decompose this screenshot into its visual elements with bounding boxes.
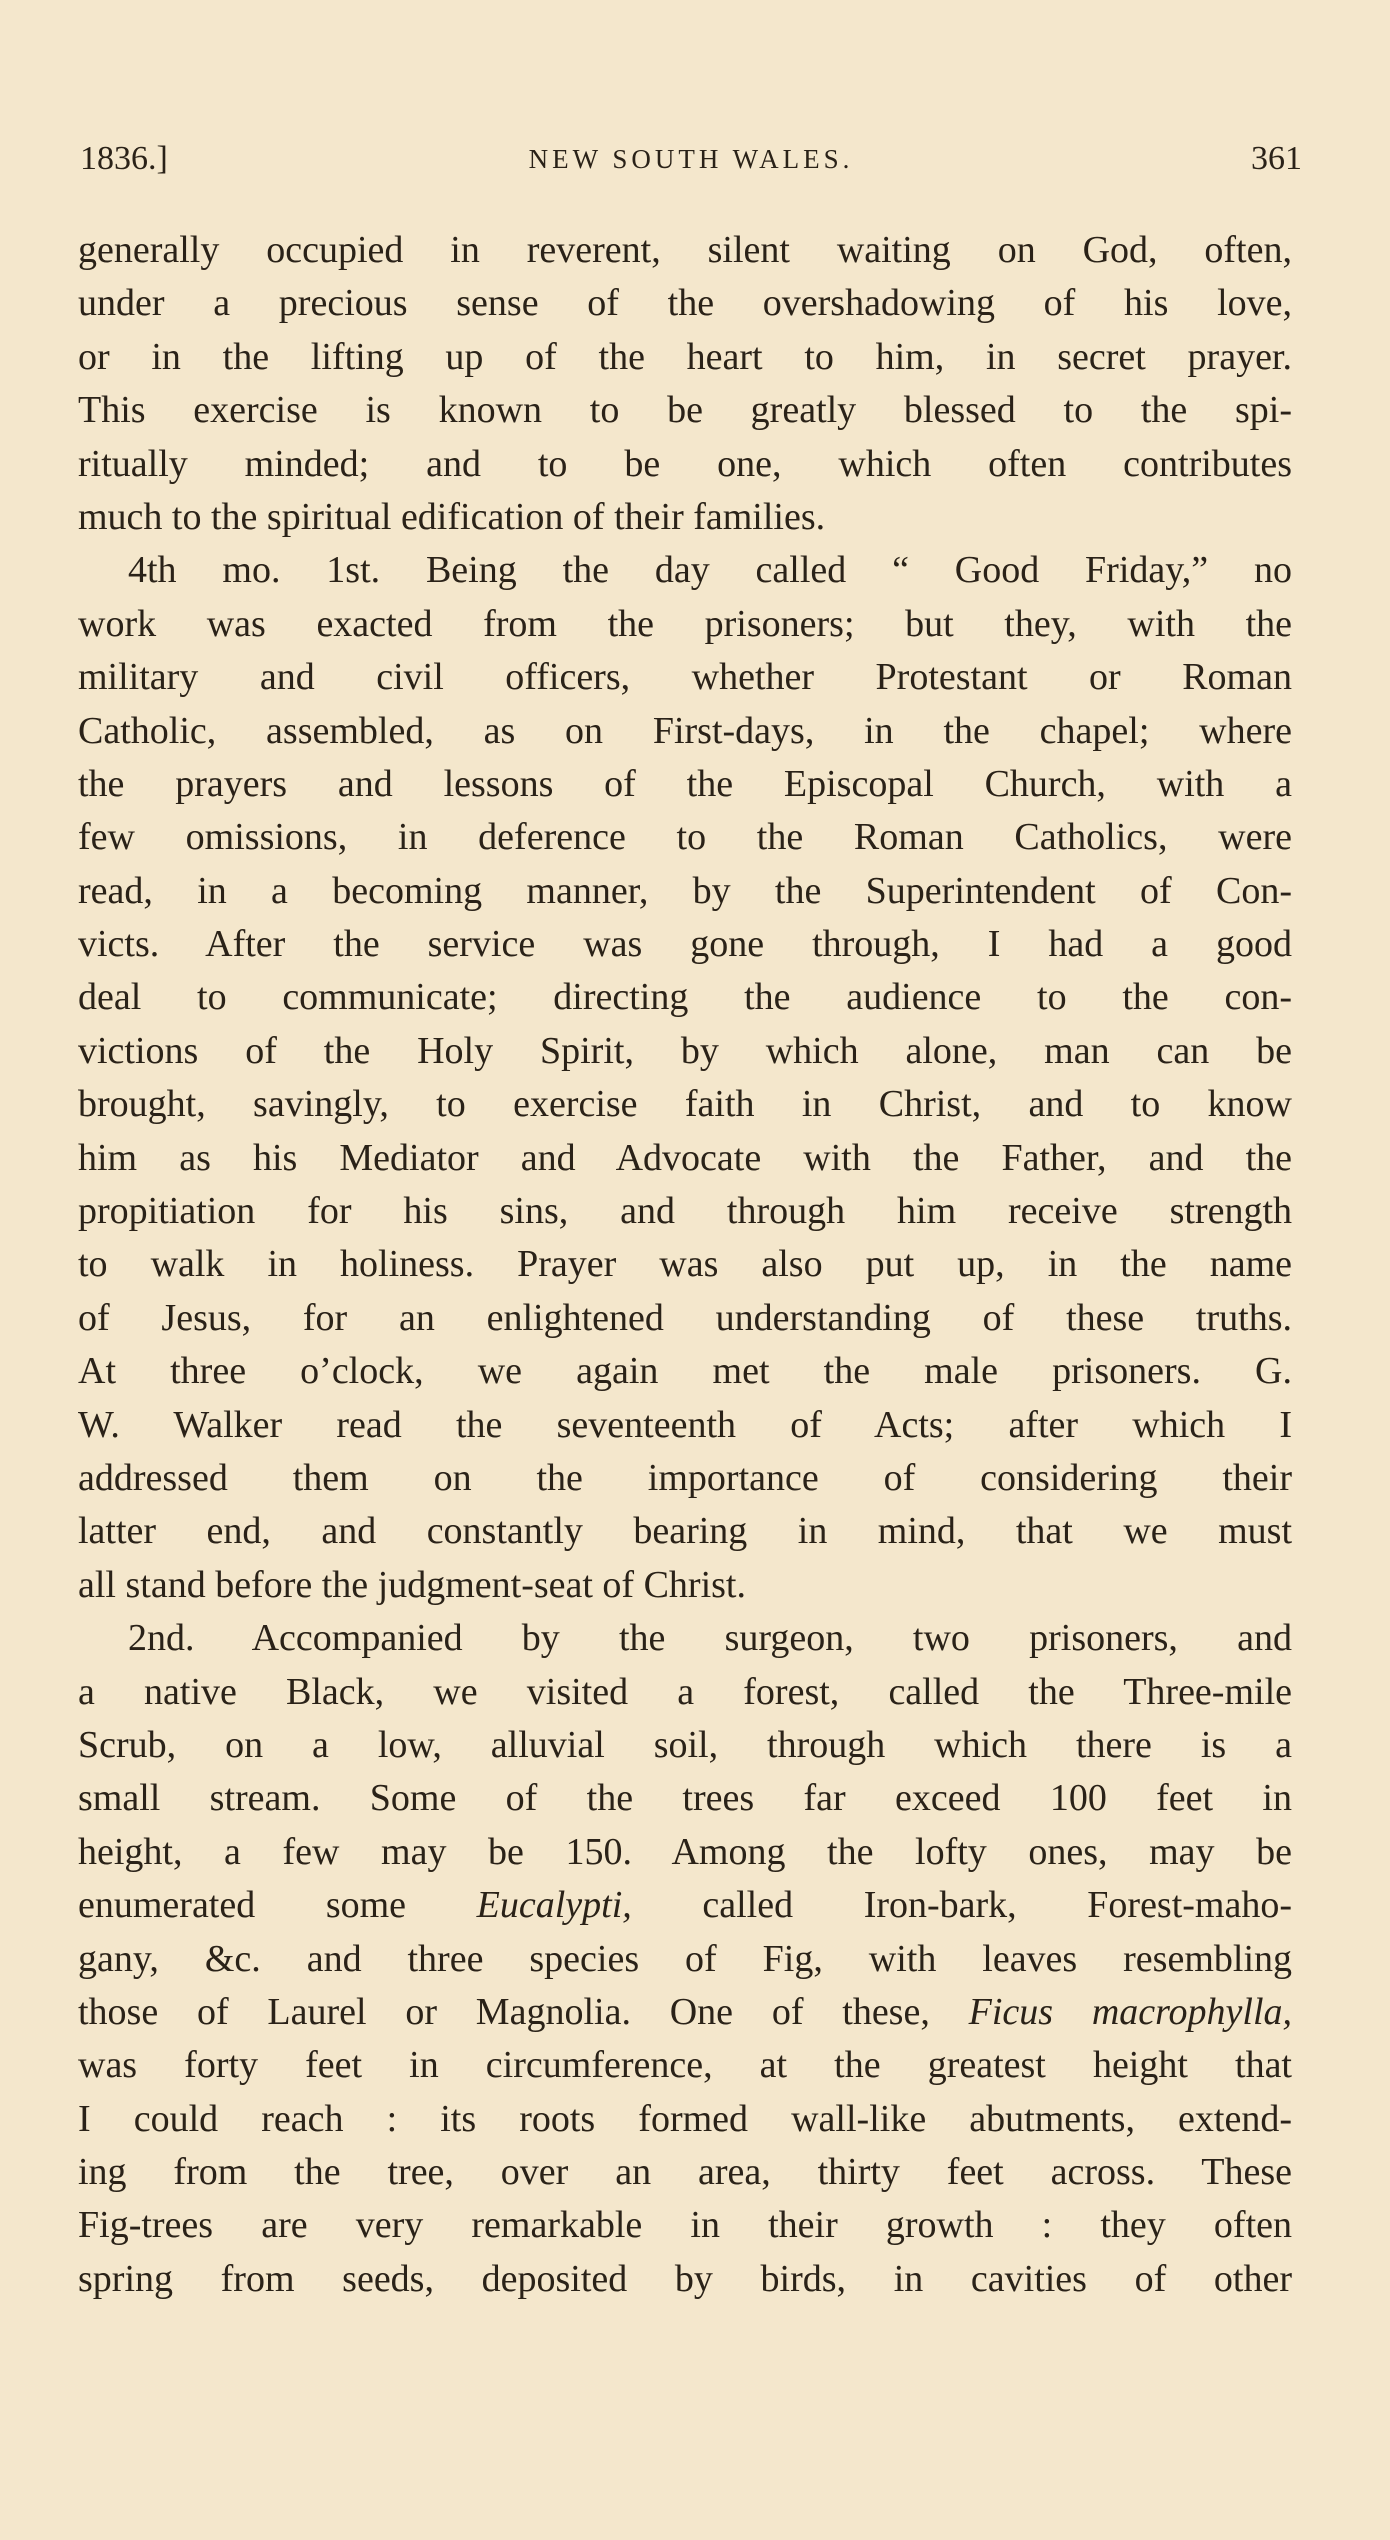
text-line: victs. After the service was gone through, I had a good (78, 923, 1292, 966)
page-number: 361 (1251, 140, 1302, 177)
text-line: a native Black, we visited a forest, called the Three-mile (78, 1670, 1292, 1713)
text-line: much to the spiritual edification of their families. (78, 495, 826, 538)
text-line: Catholic, assembled, as on First-days, in the chapel; where (78, 709, 1292, 752)
header-title: NEW SOUTH WALES. (528, 144, 854, 174)
line-suffix: called Iron-bark, Forest-maho- (702, 1884, 1293, 1927)
text-line: all stand before the judgment-seat of Christ. (78, 1563, 746, 1606)
body-text (78, 224, 1292, 2306)
text-line: small stream. Some of the trees far exceed 100 feet in (78, 1777, 1292, 1820)
text-line: This exercise is known to be greatly blessed to the spi- (78, 389, 1292, 432)
text-line: of Jesus, for an enlightened understanding of these truths. (78, 1296, 1292, 1339)
text-line: or in the lifting up of the heart to him, in secret prayer. (78, 335, 1292, 378)
line-prefix: enumerated some (78, 1884, 407, 1927)
text-line (78, 1986, 1292, 2039)
text-line: spring from seeds, deposited by birds, in cavities of other (78, 2257, 1292, 2300)
text-line: ing from the tree, over an area, thirty feet across. These (78, 2151, 1292, 2194)
text-line: victions of the Holy Spirit, by which alone, man can be (78, 1029, 1292, 1072)
text-line: deal to communicate; directing the audience to the con- (78, 976, 1292, 1019)
text-line: generally occupied in reverent, silent waiting on God, often, (78, 229, 1292, 271)
text-line: gany, &c. and three species of Fig, with leaves resembling (78, 1937, 1292, 1980)
text-line: the prayers and lessons of the Episcopal Church, with a (78, 762, 1292, 805)
italic-term: Eucalypti, (476, 1884, 632, 1927)
text-line: was forty feet in circumference, at the greatest height that (78, 2044, 1292, 2087)
italic-term: Ficus macrophylla, (968, 1990, 1293, 2033)
text-line: propitiation for his sins, and through him receive strength (78, 1190, 1292, 1233)
text-line: At three o’clock, we again met the male prisoners. G. (78, 1350, 1292, 1393)
text-line: I could reach : its roots formed wall-like abutments, extend- (78, 2097, 1292, 2140)
text-line: brought, savingly, to exercise faith in Christ, and to know (78, 1083, 1292, 1126)
text-line: Fig-trees are very remarkable in their growth : they often (78, 2204, 1292, 2247)
text-line: work was exacted from the prisoners; but they, with the (78, 602, 1292, 645)
text-line: W. Walker read the seventeenth of Acts; after which I (78, 1403, 1292, 1446)
text-line: addressed them on the importance of considering their (78, 1456, 1292, 1499)
line-prefix: those of Laurel or Magnolia. One of these, (78, 1990, 930, 2033)
text-line: height, a few may be 150. Among the lofty ones, may be (78, 1830, 1292, 1873)
text-line: latter end, and constantly bearing in mind, that we must (78, 1510, 1292, 1553)
text-line: read, in a becoming manner, by the Superintendent of Con- (78, 869, 1292, 912)
paragraph-start-line: 2nd. Accompanied by the surgeon, two prisoners, and (128, 1617, 1292, 1660)
text-line: Scrub, on a low, alluvial soil, through which there is a (78, 1723, 1292, 1766)
text-line: military and civil officers, whether Protestant or Roman (78, 656, 1292, 699)
text-line: to walk in holiness. Prayer was also put up, in the name (78, 1243, 1292, 1286)
text-line: him as his Mediator and Advocate with the Father, and the (78, 1136, 1292, 1179)
header-year: 1836.] (80, 140, 168, 177)
text-line: under a precious sense of the overshadowing of his love, (78, 282, 1292, 325)
text-line: few omissions, in deference to the Roman Catholics, were (78, 816, 1292, 859)
text-line: ritually minded; and to be one, which often contributes (78, 442, 1292, 485)
text-line (78, 1879, 1292, 1932)
paragraph-start-line: 4th mo. 1st. Being the day called “ Good Friday,” no (128, 549, 1292, 592)
running-head (80, 140, 1302, 190)
